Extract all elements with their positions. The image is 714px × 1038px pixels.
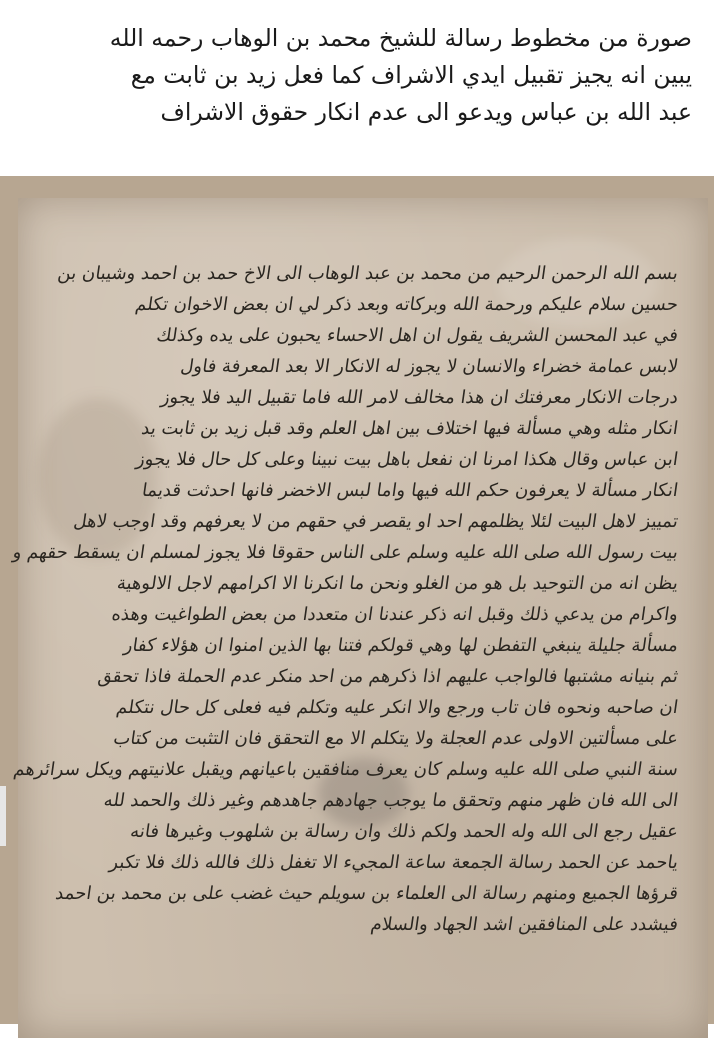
manuscript-line: انكار مثله وهي مسألة فيها اختلاف بين اهل العلم وقد قبل زيد بن ثابت يد: [140, 418, 680, 439]
manuscript-line: انكار مسألة لا يعرفون حكم الله فيها واما لبس الاخضر فانها احدثت قديما: [140, 480, 680, 501]
scroll-edge: [0, 786, 6, 846]
manuscript-line: على مسألتين الاولى عدم العجلة ولا يتكلم الا مع التحقق فان التثبت من كتاب: [112, 728, 680, 749]
manuscript-line: يظن انه من التوحيد بل هو من الغلو ونحن ما انكرنا الا اكرامهم لاجل الالوهية: [115, 573, 680, 594]
manuscript-line: ثم بنيانه مشتبها فالواجب عليهم اذا ذكرهم من احد منكر عدم الحملة فاذا تحقق: [96, 666, 680, 687]
manuscript-line: الى الله فان ظهر منهم وتحقق ما يوجب جهادهم جاهدهم وغير ذلك والحمد لله: [102, 790, 680, 811]
caption-line-3: عبد الله بن عباس ويدعو الى عدم انكار حقوق الاشراف: [160, 98, 692, 126]
manuscript-line: تمييز لاهل البيت لئلا يظلمهم احد او يقصر في حقهم من لا يعرفهم وقد اوجب لاهل: [72, 511, 680, 532]
caption-header: [0, 0, 714, 176]
manuscript-line: بسم الله الرحمن الرحيم من محمد بن عبد الوهاب الى الاخ حمد بن احمد وشيبان بن: [56, 263, 680, 284]
manuscript-line: سنة النبي صلى الله عليه وسلم كان يعرف منافقين باعيانهم ويقبل علانيتهم ويكل سرائرهم: [12, 759, 680, 780]
manuscript-text: [11, 258, 680, 940]
manuscript-line: ان صاحبه ونحوه فان تاب ورجع والا انكر عليه وتكلم فيه فعلى كل حال نتكلم: [114, 697, 680, 718]
manuscript-line: قرؤها الجميع ومنهم رسالة الى العلماء بن سويلم حيث غضب على بن محمد بن احمد: [54, 883, 680, 904]
manuscript-photo: [0, 176, 714, 1024]
manuscript-line: مسألة جليلة ينبغي التفطن لها وهي قولكم فتنا بها الذين امنوا ان هؤلاء كفار: [122, 635, 680, 656]
manuscript-page: [11, 198, 708, 1038]
manuscript-line: فيشدد على المنافقين اشد الجهاد والسلام: [369, 914, 680, 935]
manuscript-line: بيت رسول الله صلى الله عليه وسلم على الناس حقوقا فلا يجوز لمسلم ان يسقط حقهم و: [11, 542, 680, 563]
manuscript-line: عقيل رجع الى الله وله الحمد ولكم ذلك وان رسالة بن شلهوب وغيرها فانه: [128, 821, 680, 842]
caption-text: [12, 20, 692, 131]
manuscript-line: في عبد المحسن الشريف يقول ان اهل الاحساء يحبون على يده وكذلك: [155, 325, 680, 346]
caption-line-2: يبين انه يجيز تقبيل ايدي الاشراف كما فعل زيد بن ثابت مع: [130, 61, 692, 89]
manuscript-line: ابن عباس وقال هكذا امرنا ان نفعل باهل بيت نبينا وعلى كل حال فلا يجوز: [134, 449, 680, 470]
manuscript-line: حسين سلام عليكم ورحمة الله وبركاته وبعد ذكر لي ان بعض الاخوان تكلم: [133, 294, 680, 315]
manuscript-line: درجات الانكار معرفتك ان هذا مخالف لامر الله فاما تقبيل اليد فلا يجوز: [159, 387, 680, 408]
manuscript-line: ياحمد عن الحمد رسالة الجمعة ساعة المجيء الا تغفل ذلك فالله ذلك فلا تكبر: [108, 852, 680, 873]
manuscript-line: واكرام من يدعي ذلك وقبل انه ذكر عندنا ان متعددا من بعض الطواغيت وهذه: [110, 604, 680, 625]
caption-line-1: صورة من مخطوط رسالة للشيخ محمد بن الوهاب رحمه الله: [109, 24, 692, 52]
manuscript-line: لابس عمامة خضراء والانسان لا يجوز له الانكار الا بعد المعرفة فاول: [179, 356, 680, 377]
